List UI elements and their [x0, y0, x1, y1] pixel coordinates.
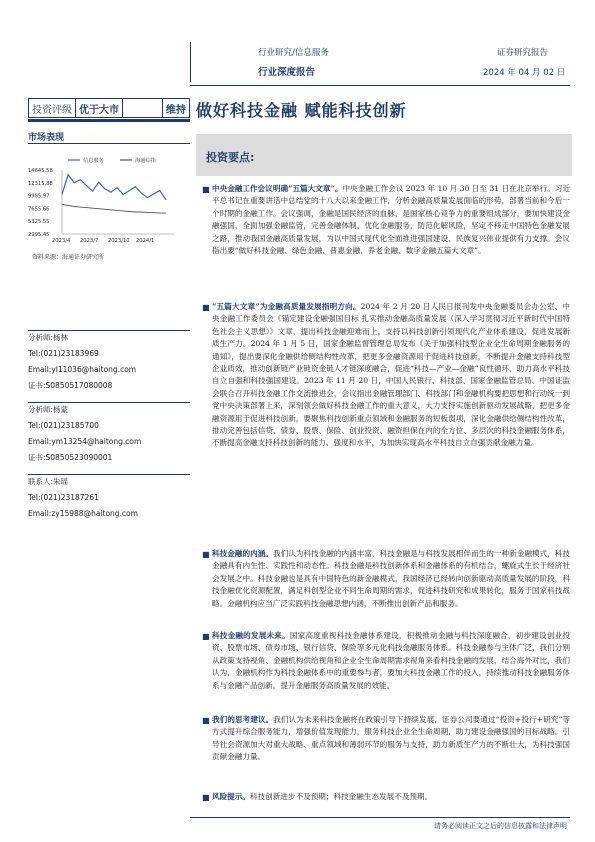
analyst-email: Email:zy15988@haitong.com: [28, 509, 138, 518]
y-tick-label: 7655.66: [28, 206, 50, 213]
analyst-tel: Tel:(021)23183969: [28, 349, 99, 358]
page-title: 做好科技金融 赋能科技创新: [196, 101, 407, 120]
x-tick-label: 2023/4: [52, 238, 71, 244]
rating-spacer: [123, 99, 163, 117]
chart-x-ticks: [52, 238, 154, 244]
analyst-cert: 证书:S0850517080008: [28, 381, 113, 390]
chart-source: 资料来源：海通证券研究所: [32, 254, 105, 261]
analyst-tel: Tel:(021)23187261: [28, 493, 99, 502]
series-line-haitong-index: [62, 204, 166, 213]
market-heading: 市场表现: [28, 133, 65, 143]
legend-label: 信息服务: [83, 158, 104, 164]
x-tick-label: 2024/1: [136, 238, 155, 244]
bullet-marker: ■: [202, 793, 210, 802]
series-line-info-service: [62, 175, 166, 200]
y-tick-label: 2995.45: [28, 232, 50, 238]
bullet-marker: ■: [202, 716, 210, 725]
header-rule: [190, 85, 570, 86]
analyst-email: Email:ym13254@haitong.com: [28, 437, 142, 446]
rating-value: 优于大市: [79, 104, 119, 116]
market-chart: [28, 156, 178, 248]
analyst-name: 分析师:杨蒙: [28, 405, 69, 414]
invest-heading: 投资要点:: [206, 151, 255, 164]
bullet-marker: ■: [202, 185, 210, 194]
header-category: 行业研究/信息服务: [258, 48, 329, 58]
footer-rule: [190, 817, 570, 818]
analyst-rule: [28, 330, 190, 331]
bullet-marker: ■: [202, 632, 210, 641]
legend-label: 海通综指: [135, 158, 156, 164]
analyst-rule: [28, 402, 190, 403]
analyst-rule: [28, 474, 190, 475]
rating-action: 维持: [166, 104, 186, 116]
x-tick-label: 2023/10: [108, 238, 130, 244]
rating-label: 投资评级: [32, 104, 72, 116]
y-tick-label: 14645.58: [28, 168, 53, 174]
analyst-cert: 证书:S0850523090001: [28, 453, 113, 462]
header-doc-type: 证券研究报告: [497, 48, 549, 58]
chart-legend: [68, 156, 156, 164]
y-tick-label: 12315.88: [28, 180, 53, 187]
bullet-item: 我们的思考建议。我们认为未来科技金融将在政策引导下持续发展，证券公司要通过“投资+投行+研究”等方式提升综合服务能力，增强价值发现能力，服务科技企业全生命周期，助力建设金融强国的目标战略。引导社会资源加大对重大战略、重点领域和薄弱环节的服务与支持，助力新质生产力的不断壮大，为科技强国贡献金融力量。: [212, 715, 570, 762]
header-report-type: 行业深度报告: [258, 67, 316, 78]
header-date: 2024 年 04 月 02 日: [483, 68, 566, 78]
analyst-email: Email:yl11036@haitong.com: [28, 365, 137, 374]
footer-disclaimer: 请务必阅读正文之后的信息披露和法律声明: [434, 822, 567, 830]
chart-axes: [62, 170, 174, 234]
bullet-item: 风险提示。科技创新进步不及预期；科技金融生态发展不及预期。: [212, 792, 433, 801]
bullet-item: 科技金融的发展未来。国家高度重视科技金融体系建设，积极推动金融与科技深度融合，初步建设创业投资、股票市场、债券市场、银行信贷、保险等多元化科技金融服务体系。科技金融参与主体广泛，我们分别从政策支持视角、金融机构供给视角和企业全生命周期需求视角来看科技金融的发展，结合海外对比，我们认为，金融机构作为科技金融体系中的重要参与者，要加大科技金融工作的投入，持续推动科技金融服务体系与金融产品创新，提升金融服务高质量发展的效能。: [212, 631, 571, 690]
x-tick-label: 2023/7: [80, 238, 99, 244]
bullet-marker: ■: [202, 550, 210, 559]
chart-y-ticks: [28, 168, 174, 238]
analyst-name: 分析师:杨林: [28, 333, 69, 342]
market-rule: [28, 143, 190, 144]
analyst-tel: Tel:(021)23185700: [28, 421, 99, 430]
bullet-item: 科技金融的内涵。我们认为科技金融的内涵丰富，科技金融是与科技发展相伴而生的一种新金融模式，科技金融具有内生性、实践性和动态性。科技金融是科技创新体系和金融体系的有机结合，螺旋式生长于经济社会发展之中。科技金融也是具有中国特色的新金融模式，我国经济已经转向创新驱动高质量发展的阶段，科技金融优化资源配置，满足科创型企业不同生命周期的需求，促进科技研究和成果转化，服务于国家科技战略。金融机构应当广泛实践科技金融思想内涵，不断推出创新产品和服务。: [212, 549, 571, 608]
y-tick-label: 9985.97: [28, 193, 50, 200]
bullet-marker: ■: [202, 303, 210, 312]
rating-box: [28, 98, 190, 118]
header-divider: [190, 42, 191, 82]
bullet-item: 中央金融工作会议明确“五篇大文章”。中央金融工作会议 2023 年 10 月 30 日至 31 日在北京举行。习近平总书记在重要讲话中总结党的十八大以来金融工作，分析金融高质量发展面临的形势，部署当前和今后一个时期的金融工作。会议强调，金融是国民经济的血脉，是国家核心竞争力的重要组成部分，要加快建设金融强国，全面加强金融监管，完善金融体制，优化金融服务，防范化解风险，坚定不移走中国特色金融发展之路，推动我国金融高质量发展，为以中国式现代化全面推进强国建设、民族复兴伟业提供有力支撑。会议指出要“做好科技金融、绿色金融、普惠金融、养老金融、数字金融五篇大文章”。: [212, 184, 570, 256]
analyst-name: 联系人:朱瑶: [28, 477, 69, 486]
y-tick-label: 5325.55: [28, 219, 50, 226]
bullet-item: “五篇大文章”为金融高质量发展指明方向。2024 年 2 月 20 日人民日报刊发中央金融委员会办公室、中央金融工作委员会《锚定建设金融强国目标 扎实推动金融高质量发展（深入学习贯彻习近平新时代中国特色社会主义思想）》文章，提出科技金融迎难而上，支持以科技创新引领现代化产业体系建设，促进发展新质生产力。2024 年 1 月 5 日，国家金融监督管理总局发布《关于加强科技型企业全生命周期金融服务的通知》，提出要深化金融供给侧结构性改革，把更多金融资源用于促进科技创新，不断提升金融支持科技型企业质效，推动创新链产业链资金链人才链深度融合，促进“科技—产业—金融”良性循环，助力高水平科技自立自强和科技强国建设。2023 年 11 月 20 日，中国人民银行、科技部、国家金融监管总局、中国证监会联合召开科技金融工作交流推进会，会议指出金融管理部门、科技部门和金融机构要把思想和行动统一到党中央决策部署上来，深刻领会做好科技金融工作的重大意义，大力支持实施创新驱动发展战略，把更多金融资源用于促进科技创新，要聚焦科技创新重点领域和金融服务的短板弱项，深化金融供给侧结构性改革，推动完善包括信贷、债券、股票、保险、创业投资、融资担保在内的全方位、多层次的科技金融服务体系，不断提高金融支持科技创新的能力、强度和水平，为加快实现高水平科技自立自强贡献金融力量。: [212, 302, 571, 448]
rating-underline: [28, 119, 190, 122]
